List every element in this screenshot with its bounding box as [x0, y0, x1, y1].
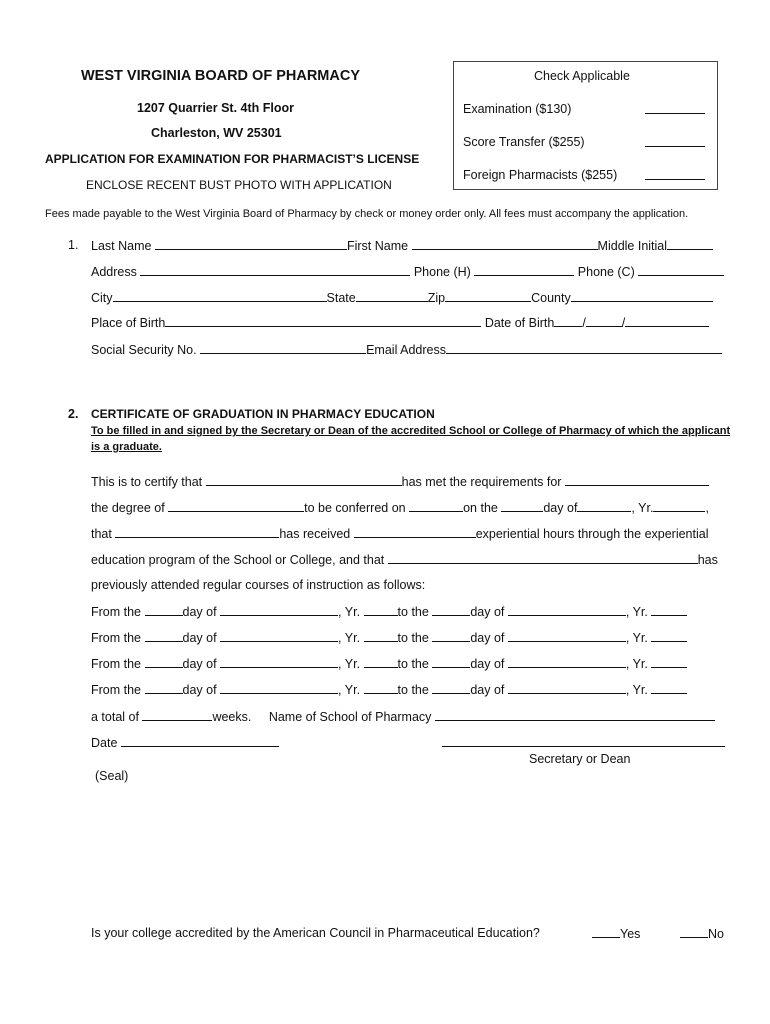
score-transfer-check-line[interactable] [645, 135, 705, 147]
conferred-day-field[interactable] [501, 500, 543, 512]
county-field[interactable] [571, 290, 713, 302]
ssn-field[interactable] [200, 342, 366, 354]
dob-year-field[interactable] [625, 315, 709, 327]
education-program-label: education program of the School or College, and that [91, 553, 385, 567]
has-met-label: has met the requirements for [401, 475, 562, 489]
certify-label: This is to certify that [91, 475, 203, 489]
secretary-signature-field[interactable] [442, 735, 725, 747]
yr-label: , Yr. [338, 631, 361, 645]
to-month-field[interactable] [508, 604, 626, 616]
phone-cell-field[interactable] [638, 264, 724, 276]
yes-check-line[interactable] [592, 926, 620, 938]
board-address-line2: Charleston, WV 25301 [151, 126, 282, 140]
yes-label: Yes [620, 927, 641, 941]
to-month-field[interactable] [508, 656, 626, 668]
section1-number: 1. [68, 238, 79, 252]
attendance-row-2 [91, 630, 687, 645]
phone-cell-label: Phone (C) [577, 265, 635, 279]
to-year-field[interactable] [651, 630, 687, 642]
from-year-field[interactable] [364, 682, 398, 694]
dob-day-field[interactable] [586, 315, 622, 327]
application-title: APPLICATION FOR EXAMINATION FOR PHARMACIST’S LICENSE [45, 152, 420, 166]
accreditation-question: Is your college accredited by the American Council in Pharmaceutical Education? [91, 926, 540, 940]
ssn-row [91, 342, 722, 357]
total-weeks-field[interactable] [142, 709, 212, 721]
from-year-field[interactable] [364, 656, 398, 668]
to-the-label: to the [397, 657, 429, 671]
section2-number: 2. [68, 407, 79, 421]
school-name-label: Name of School of Pharmacy [268, 710, 432, 724]
program-name-field[interactable] [388, 552, 698, 564]
section2-instructions-line2: is a graduate. [91, 441, 162, 453]
from-day-field[interactable] [145, 604, 183, 616]
attendance-row-3 [91, 656, 687, 671]
board-title: WEST VIRGINIA BOARD OF PHARMACY [81, 68, 360, 84]
place-of-birth-field[interactable] [165, 315, 481, 327]
section2-title: CERTIFICATE OF GRADUATION IN PHARMACY EDUCATION [91, 407, 435, 421]
name-row [91, 238, 713, 253]
from-the-label: From the [91, 657, 142, 671]
yr-label: , Yr. [631, 501, 654, 515]
day-of-label: day of [182, 605, 217, 619]
conferred-on-label: to be conferred on [304, 501, 406, 515]
secretary-dean-label: Secretary or Dean [529, 752, 631, 766]
from-month-field[interactable] [220, 656, 338, 668]
no-label: No [708, 927, 724, 941]
middle-initial-label: Middle Initial [597, 239, 668, 253]
to-day-field[interactable] [432, 682, 470, 694]
from-day-field[interactable] [145, 682, 183, 694]
has-label: has [697, 553, 718, 567]
from-the-label: From the [91, 683, 142, 697]
to-day-field[interactable] [432, 656, 470, 668]
from-month-field[interactable] [220, 630, 338, 642]
check-box-title: Check Applicable [534, 69, 630, 83]
phone-home-label: Phone (H) [413, 265, 471, 279]
to-day-field[interactable] [432, 630, 470, 642]
city-field[interactable] [113, 290, 327, 302]
first-name-field[interactable] [412, 238, 598, 250]
program-row [91, 552, 718, 567]
conferred-month-field[interactable] [577, 500, 631, 512]
yr-label: , Yr. [338, 683, 361, 697]
day-of-label: day of [470, 605, 505, 619]
day-of-label: day of [543, 501, 578, 515]
applicant-name-field[interactable] [206, 474, 402, 486]
last-name-label: Last Name [91, 239, 152, 253]
photo-note: ENCLOSE RECENT BUST PHOTO WITH APPLICATION [86, 178, 392, 192]
address-field[interactable] [140, 264, 410, 276]
attendance-row-4 [91, 682, 687, 697]
yr-label: , Yr. [625, 683, 648, 697]
place-of-birth-label: Place of Birth [91, 316, 166, 330]
from-month-field[interactable] [220, 604, 338, 616]
state-label: State [326, 291, 356, 305]
to-the-label: to the [397, 605, 429, 619]
day-of-label: day of [182, 683, 217, 697]
state-field[interactable] [356, 290, 428, 302]
attendance-row-1 [91, 604, 687, 619]
city-label: City [91, 291, 113, 305]
conferred-year-field[interactable] [653, 500, 705, 512]
degree-row: the degree of to be conferred on on the day of , Yr. , [91, 501, 709, 515]
yr-label: , Yr. [338, 605, 361, 619]
total-row [91, 709, 715, 724]
from-the-label: From the [91, 631, 142, 645]
from-day-field[interactable] [145, 656, 183, 668]
date-field[interactable] [121, 735, 279, 747]
school-name-field[interactable] [435, 709, 715, 721]
from-day-field[interactable] [145, 630, 183, 642]
hours-field[interactable] [354, 526, 476, 538]
address-row [91, 264, 724, 279]
board-address-line1: 1207 Quarrier St. 4th Floor [137, 101, 294, 115]
examination-check-line[interactable] [645, 102, 705, 114]
that-name-field[interactable] [115, 526, 279, 538]
degree-of-label: the degree of [91, 501, 165, 515]
experiential-hours-label: experiential hours through the experiential [475, 527, 709, 541]
conferred-field[interactable] [409, 500, 463, 512]
day-of-label: day of [470, 631, 505, 645]
day-of-label: day of [182, 631, 217, 645]
birth-row: Place of Birth Date of Birth / / [91, 315, 709, 330]
to-year-field[interactable] [651, 656, 687, 668]
accreditation-yes [592, 926, 640, 941]
option-examination: Examination ($130) [463, 102, 572, 116]
to-year-field[interactable] [651, 682, 687, 694]
to-year-field[interactable] [651, 604, 687, 616]
that-label: that [91, 527, 112, 541]
certify-row [91, 474, 709, 489]
from-the-label: From the [91, 605, 142, 619]
no-check-line[interactable] [680, 926, 708, 938]
email-field[interactable] [446, 342, 722, 354]
check-applicable-box [453, 61, 718, 190]
day-of-label: day of [470, 683, 505, 697]
to-the-label: to the [397, 631, 429, 645]
date-row [91, 735, 279, 750]
on-the-label: on the [463, 501, 498, 515]
seal-label: (Seal) [95, 769, 129, 783]
middle-initial-field[interactable] [667, 238, 713, 250]
option-score-transfer: Score Transfer ($255) [463, 135, 585, 149]
previously-row: previously attended regular courses of instruction as follows: [91, 578, 426, 592]
county-label: County [531, 291, 571, 305]
day-of-label: day of [470, 657, 505, 671]
zip-label: Zip [427, 291, 446, 305]
date-label: Date [91, 736, 118, 750]
yr-label: , Yr. [625, 631, 648, 645]
yr-label: , Yr. [625, 657, 648, 671]
first-name-label: First Name [346, 239, 409, 253]
foreign-check-line[interactable] [645, 168, 705, 180]
address-label: Address [91, 265, 137, 279]
city-row [91, 290, 713, 305]
dob-month-field[interactable] [554, 315, 582, 327]
weeks-label: weeks. [212, 710, 252, 724]
date-of-birth-label: Date of Birth [484, 316, 555, 330]
section2-instructions-line1: To be filled in and signed by the Secretary or Dean of the accredited School or College of Pharmacy of which the applicant [91, 425, 731, 437]
zip-field[interactable] [445, 290, 531, 302]
hours-row [91, 526, 709, 541]
from-month-field[interactable] [220, 682, 338, 694]
ssn-label: Social Security No. [91, 343, 197, 357]
from-year-field[interactable] [364, 604, 398, 616]
to-month-field[interactable] [508, 630, 626, 642]
a-total-of-label: a total of [91, 710, 139, 724]
fees-note: Fees made payable to the West Virginia Board of Pharmacy by check or money order only. All fees must accompany the application. [45, 208, 689, 220]
to-month-field[interactable] [508, 682, 626, 694]
to-the-label: to the [397, 683, 429, 697]
requirements-field[interactable] [565, 474, 709, 486]
yr-label: , Yr. [338, 657, 361, 671]
accreditation-no [680, 926, 724, 941]
yr-label: , Yr. [625, 605, 648, 619]
day-of-label: day of [182, 657, 217, 671]
from-year-field[interactable] [364, 630, 398, 642]
to-day-field[interactable] [432, 604, 470, 616]
last-name-field[interactable] [155, 238, 347, 250]
phone-home-field[interactable] [474, 264, 574, 276]
email-label: Email Address [366, 343, 446, 357]
has-received-label: has received [279, 527, 351, 541]
degree-field[interactable] [168, 500, 304, 512]
option-foreign-pharmacists: Foreign Pharmacists ($255) [463, 168, 618, 182]
